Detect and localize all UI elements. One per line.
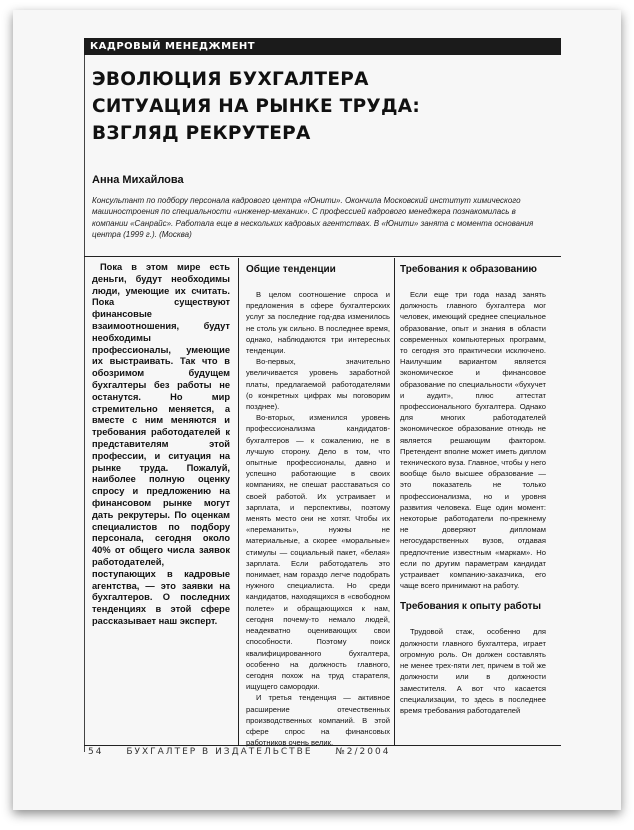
paragraph: Во-первых, значительно увеличивается уровень заработной платы, предлагаемой работодателями (о конкретных цифрах мы поговорим позднее). <box>246 357 390 412</box>
heading-experience: Требования к опыту работы <box>400 601 542 613</box>
title-line-1: ЭВОЛЮЦИЯ БУХГАЛТЕРА <box>92 69 369 90</box>
page-number: 54 <box>88 747 104 757</box>
column-requirements <box>400 262 546 716</box>
title-line-2: СИТУАЦИЯ НА РЫНКЕ ТРУДА: <box>92 96 421 117</box>
title-line-3: ВЗГЛЯД РЕКРУТЕРА <box>92 123 311 144</box>
article-title <box>92 66 542 147</box>
column-general-trends <box>246 262 390 748</box>
column-divider-1 <box>238 258 239 746</box>
issue-number: №2/2004 <box>335 747 391 757</box>
heading-general-trends: Общие тенденции <box>246 264 336 275</box>
paragraph: Трудовой стаж, особенно для должности главного бухгалтера, играет огромную роль. Он должен составлять не менее трех-пяти лет, причем в той же должности или в должности заместителя. А вот что касается специализации, то здесь в последнее время требования работодателей <box>400 627 546 715</box>
magazine-name: БУХГАЛТЕР В ИЗДАТЕЛЬСТВЕ <box>126 747 313 757</box>
lead-paragraph: Пока в этом мире есть деньги, будут необходимы люди, умеющие их считать. Пока существуют финансовые взаимоотношения, будут необходимы профессионалы, умеющие их выстраивать. Так что в обозримом будущем бухгалтеры без работы не останутся. Но мир стремительно меняется, а вместе с ним меняются и требования работодателей к представителям этой профессии, и ситуация на рынке труда. Пожалуй, наиболее полную оценку спросу и предложению на финансовом рынке могут дать рекрутеры. По оценкам специалистов по подбору персонала, сегодня около 40% от общего числа заявок работодателей, поступающих в кадровые агентства, — это заявки на бухгалтеров. О последних тенденциях в этой сфере рассказывает наш эксперт. <box>92 262 230 626</box>
paragraph: И третья тенденция — активное расширение отечественных производственных компаний. В этой сфере спрос на финансовых работников очень велик. <box>246 693 390 748</box>
section-rubric: КАДРОВЫЙ МЕНЕДЖМЕНТ <box>84 38 561 55</box>
page-footer <box>88 747 408 757</box>
paragraph: В целом соотношение спроса и предложения в сфере бухгалтерских услуг за последние год-два изменилось не столь уж сильно. В последнее время, однако, наблюдаются три интересных тенденции. <box>246 290 390 356</box>
heading-education: Требования к образованию <box>400 264 537 275</box>
divider-top <box>84 256 561 257</box>
paragraph: Если еще три года назад занять должность главного бухгалтера мог человек, имеющий среднее специальное образование, опыт и знания в области современных компьютерных программ, то сегодня это практически исключено. Наилучшим вариантом является экономическое и финансовое образование по специальности «бухучет и аудит», плюс аттестат профессионального бухгалтера. Однако для многих работодателей экономическое образование отнюдь не является решающим фактором. Претендент вполне может иметь диплом технического вуза. Главное, чтобы у него вообще было высшее образование — это показатель не только профессионализма, но и уровня развития человека. Еще один момент: некоторые работодатели по-прежнему не доверяют дипломам негосударственных вузов, отдавая предпочтение известным «маркам». Но если по другим параметрам кандидат устраивает компанию-заказчика, его чаще всего принимают на работу. <box>400 290 546 591</box>
paragraph: Во-вторых, изменился уровень профессионализма кандидатов-бухгалтеров — к сожалению, не в лучшую сторону. Дело в том, что опытные профессионалы, давно и успешно работающие в своих компаниях, не спешат расставаться со своей работой. Их устраивает и зарплата, и перспективы, поэтому менять место они не хотят. Чтобы их «переманить», нужны не материальные, а скорее «моральные» стимулы — социальный пакет, «белая» зарплата. Если работодатель это понимает, нам гораздо легче подобрать нужного специалиста. Но среди кандидатов, находящихся в «свободном полете» и обращающихся к нам, сегодня почему-то немало людей, неадекватно оценивающих свои способности. Поэтому поиск квалифицированного бухгалтера, особенно на должность главного, сегодня похож на труд старателя, ищущего самородки. <box>246 413 390 692</box>
divider-bottom <box>84 745 561 746</box>
column-divider-2 <box>394 258 395 746</box>
author-bio: Консультант по подбору персонала кадрового центра «Юнити». Окончила Московский институт химического машиностроения по специальности «инженер-механик». С профессией кадрового менеджера познакомилась в компании «Санрайс». Работала еще в нескольких кадровых агентствах. В «Юнити» занята с момента основания центра (1999 г.). (Москва) <box>92 196 534 240</box>
author-name: Анна Михайлова <box>92 174 184 186</box>
